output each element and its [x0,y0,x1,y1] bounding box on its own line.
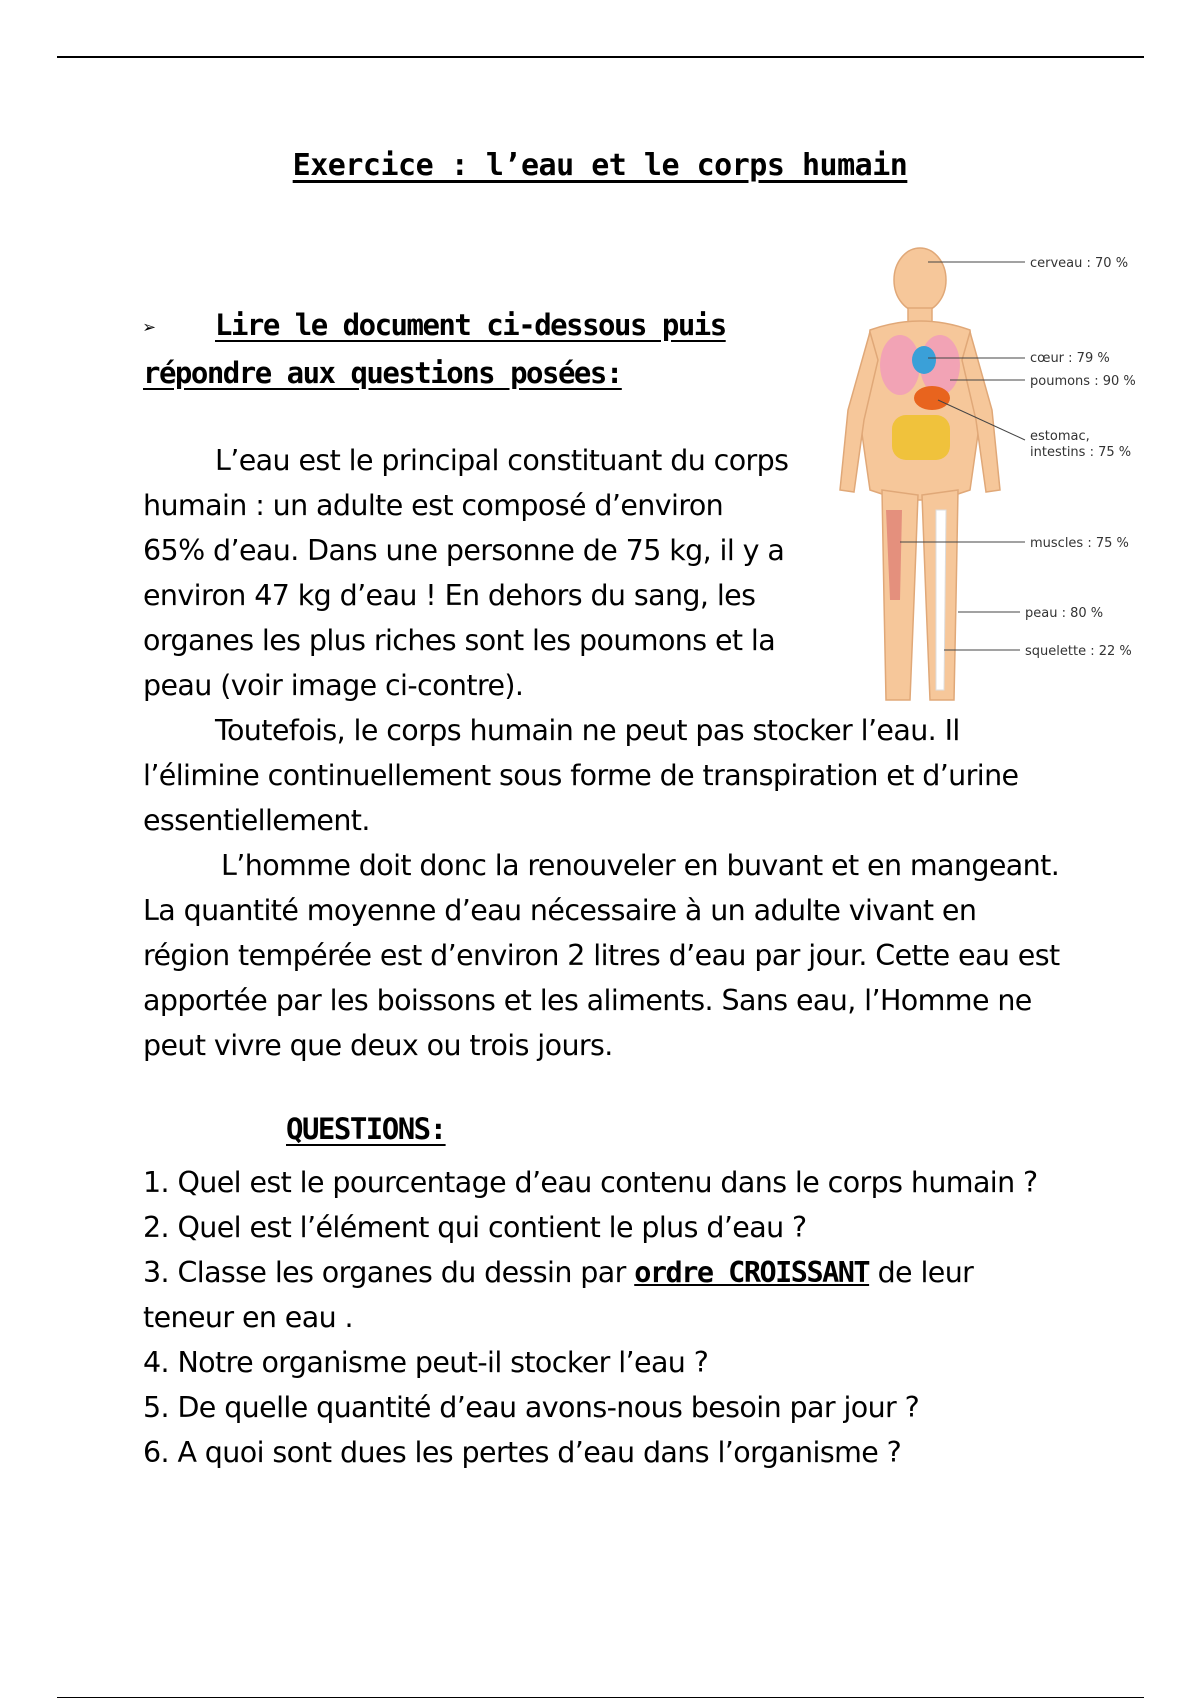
stomach [914,386,950,410]
arrow-bullet-icon: ➢ [143,316,155,341]
heart [912,346,936,374]
question-2: 2. Quel est l’élément qui contient le plus d’eau ? [143,1211,807,1244]
bottom-rule [57,1697,1144,1698]
intestines [892,415,950,460]
question-5: 5. De quelle quantité d’eau avons-nous besoin par jour ? [143,1391,920,1424]
page-title: Exercice : l’eau et le corps humain [292,148,908,183]
paragraph-1: L’eau est le principal constituant du corps humain : un adulte est composé d’environ 65% d’eau. Dans une personne de 75 kg, il y a environ 47 kg d’eau ! En dehors du sang, les organes les plus riches sont les poumons et la peau (voir image ci-contre). [143,444,789,702]
questions-heading: QUESTIONS: [286,1112,446,1146]
top-rule [57,56,1144,58]
paragraph-2: Toutefois, le corps humain ne peut pas stocker l’eau. Il l’élimine continuellement sous forme de transpiration et d’urine essentiellement. [143,714,1019,837]
label-intestins: intestins : 75 % [1030,445,1132,460]
label-muscles: muscles : 75 % [1030,536,1129,551]
bone [936,510,946,690]
label-cerveau: cerveau : 70 % [1030,256,1129,271]
body-silhouette [840,248,1000,700]
human-body-figure [820,240,1155,730]
label-peau: peau : 80 % [1025,606,1104,621]
question-6: 6. A quoi sont dues les pertes d’eau dans l’organisme ? [143,1436,902,1469]
question-3: 3. Classe les organes du dessin par ordre CROISSANT de leur teneur en eau . [143,1256,974,1334]
instruction: ➢ Lire le document ci-dessous puis répondre aux questions posées: [143,308,726,390]
label-poumons: poumons : 90 % [1030,374,1136,389]
question-4: 4. Notre organisme peut-il stocker l’eau ? [143,1346,709,1379]
label-squelette: squelette : 22 % [1025,644,1132,659]
paragraph-3: L’homme doit donc la renouveler en buvant et en mangeant. La quantité moyenne d’eau nécessaire à un adulte vivant en région tempérée est d’environ 2 litres d’eau par jour. Cette eau est apportée par les boissons et les aliments. Sans eau, l’Homme ne peut vivre que deux ou trois jours. [143,849,1060,1062]
question-1: 1. Quel est le pourcentage d’eau contenu dans le corps humain ? [143,1166,1038,1199]
label-estomac: estomac, [1030,429,1090,444]
label-coeur: cœur : 79 % [1030,351,1110,366]
emphasis-ordre-croissant: ordre CROISSANT [634,1256,870,1289]
questions-list [143,1160,1063,1475]
